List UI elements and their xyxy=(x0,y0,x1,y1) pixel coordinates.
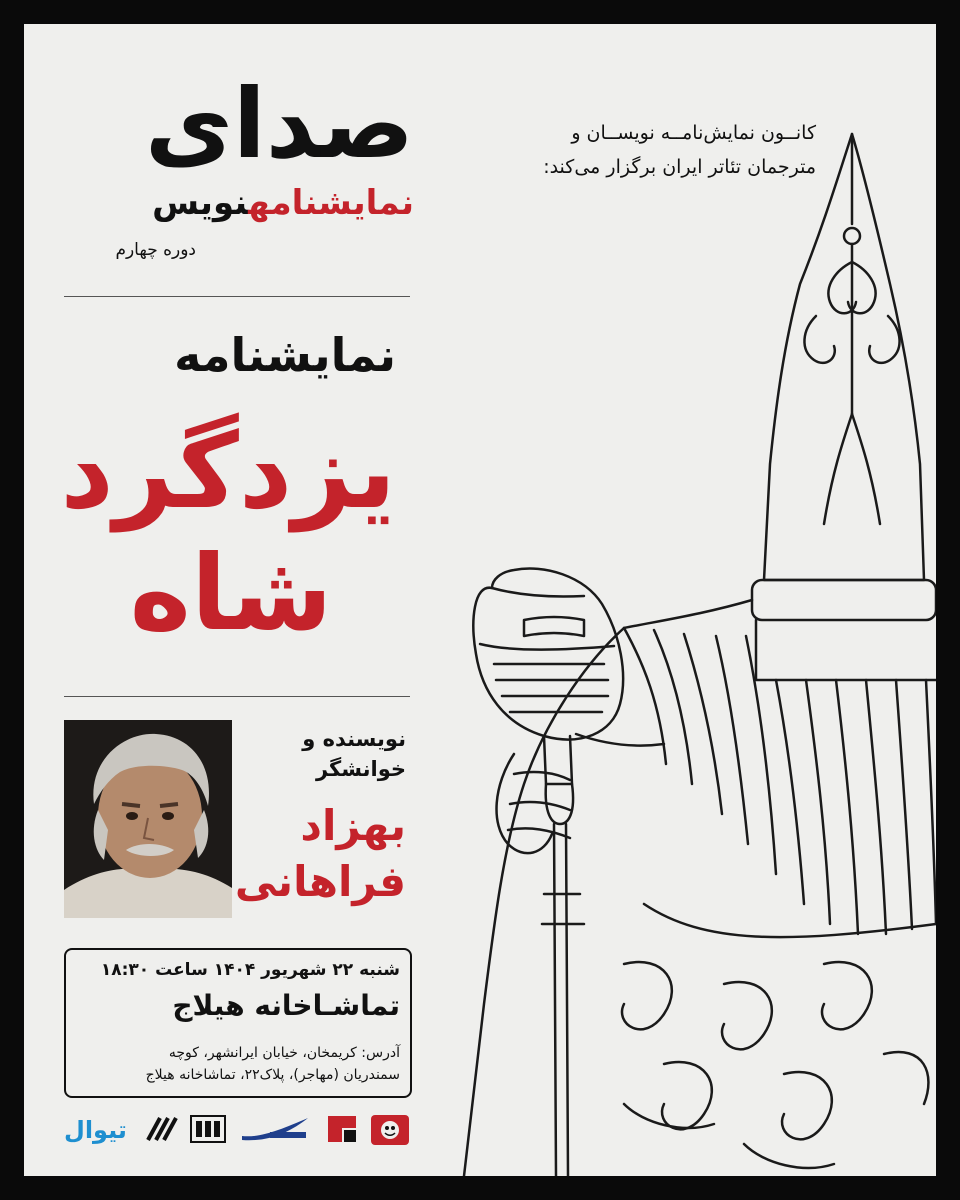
credit-role xyxy=(302,724,406,784)
play-label: نمایشنامه xyxy=(174,328,396,382)
divider-top xyxy=(64,296,410,297)
stripes-logo xyxy=(146,1114,180,1144)
event-address-line-1: آدرس: کریمخان، خیابان ایرانشهر، کوچه xyxy=(168,1045,400,1061)
event-info-box xyxy=(64,948,412,1098)
blue-swoosh-logo xyxy=(240,1114,310,1144)
author-portrait xyxy=(64,720,232,918)
author-photo xyxy=(64,720,232,918)
credit-name-line-1: بهزاد xyxy=(300,801,406,850)
poster xyxy=(24,24,936,1176)
theater-mask-logo xyxy=(370,1114,410,1146)
film-logo xyxy=(190,1114,226,1144)
logo-edition: دوره چهارم xyxy=(115,240,196,260)
logo-title: صدای xyxy=(144,68,414,180)
logo-subtitle xyxy=(152,183,414,223)
organizer-text xyxy=(436,116,816,184)
event-address xyxy=(74,1042,400,1086)
credit-name-line-2: فراهانی xyxy=(234,857,406,906)
event-address-line-2: سمندریان (مهاجر)، پلاک۲۲، تماشاخانه هیلاج xyxy=(145,1067,400,1083)
logo-subtitle-red: نمایشنامه xyxy=(248,183,414,223)
sponsor-logos xyxy=(64,1110,410,1150)
play-title xyxy=(60,410,396,654)
tival-logo: تیوال xyxy=(64,1116,127,1144)
red-emblem-logo xyxy=(326,1114,358,1144)
logo-subtitle-black: نویس xyxy=(152,183,249,223)
event-venue: تماشـاخانه هیلاج xyxy=(172,989,400,1022)
organizer-line-2: مترجمان تئاتر ایران برگزار می‌کند: xyxy=(543,156,816,178)
play-title-line-1: یزدگرد xyxy=(60,410,396,532)
event-date-time: شنبه ۲۲ شهریور ۱۴۰۴ ساعت ۱۸:۳۰ xyxy=(100,960,400,980)
credit-name xyxy=(235,798,406,910)
organizer-line-1: کانــون نمایش‌نامــه نویســان و xyxy=(571,122,816,144)
divider-bottom xyxy=(64,696,410,697)
credit-role-line-2: خوانشگر xyxy=(315,757,406,781)
credit-role-line-1: نویسنده و xyxy=(302,727,406,751)
play-title-line-2: شاه xyxy=(129,532,333,654)
